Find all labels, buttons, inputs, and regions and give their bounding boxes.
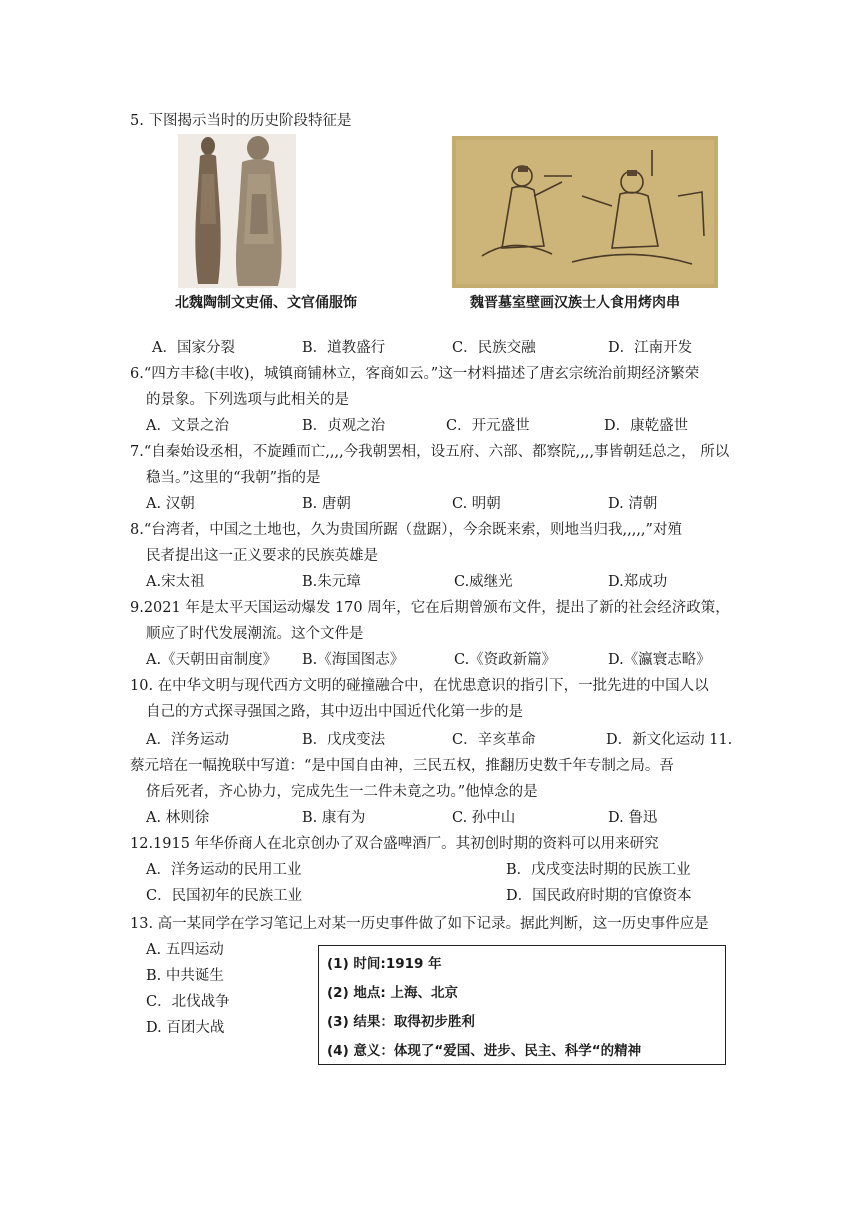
q10-stem-line1: 10. 在中华文明与现代西方文明的碰撞融合中，在忧患意识的指引下，一批先进的中国人以 — [130, 678, 709, 694]
tomb-mural-photo — [452, 136, 718, 288]
q12-stem: 12.1915 年华侨商人在北京创办了双合盛啤酒厂。其初创时期的资料可以用来研究 — [130, 836, 659, 852]
q7-stem-line2: 稳当。”这里的“我朝”指的是 — [146, 470, 321, 486]
q12-option-d[interactable]: D．国民政府时期的官僚资本 — [506, 888, 692, 904]
q5-option-b[interactable]: B．道教盛行 — [302, 340, 386, 356]
q7-option-a[interactable]: A. 汉朝 — [146, 496, 195, 512]
q6-stem-line1: 6.“四方丰稔(丰收)，城镇商铺林立，客商如云。”这一材料描述了唐玄宗统治前期经济繁荣 — [130, 366, 700, 382]
q5-stem: 5. 下图揭示当时的历史阶段特征是 — [130, 113, 352, 129]
q7-stem-line1: 7.“自秦始设丞相，不旋踵而亡,,,,今我朝罢相，设五府、六部、都察院,,,,事皆朝廷总之， 所以 — [130, 444, 730, 460]
q8-option-d[interactable]: D.郑成功 — [608, 574, 668, 590]
q8-stem-line2: 民者提出这一正义要求的民族英雄是 — [146, 548, 378, 564]
q9-option-c[interactable]: C.《资政新篇》 — [454, 652, 557, 668]
q5-option-d[interactable]: D．江南开发 — [608, 340, 693, 356]
q5-caption-right: 魏晋墓室壁画汉族士人食用烤肉串 — [470, 295, 680, 311]
q11-option-d[interactable]: D. 鲁迅 — [608, 810, 658, 826]
q11-option-b[interactable]: B. 康有为 — [302, 810, 366, 826]
q7-option-b[interactable]: B. 唐朝 — [302, 496, 351, 512]
q9-option-b[interactable]: B.《海国图志》 — [302, 652, 405, 668]
study-notes-box — [318, 945, 726, 1065]
q13-option-b[interactable]: B. 中共诞生 — [146, 968, 224, 984]
q5-option-c[interactable]: C．民族交融 — [452, 340, 536, 356]
note-result: (3) 结果：取得初步胜利 — [327, 1014, 475, 1030]
q6-stem-line2: 的景象。下列选项与此相关的是 — [146, 392, 349, 408]
q12-option-a[interactable]: A．洋务运动的民用工业 — [146, 862, 302, 878]
q6-option-b[interactable]: B．贞观之治 — [302, 418, 386, 434]
q9-option-d[interactable]: D.《瀛寰志略》 — [608, 652, 711, 668]
note-significance: (4) 意义：体现了“爱国、进步、民主、科学“的精神 — [327, 1043, 642, 1059]
q11-stem-line1: 蔡元培在一幅挽联中写道：“是中国自由神，三民五权，推翻历史数千年专制之局。吾 — [130, 758, 674, 774]
q13-option-d[interactable]: D. 百团大战 — [146, 1020, 225, 1036]
q8-option-a[interactable]: A.宋太祖 — [146, 574, 205, 590]
q5-caption-left: 北魏陶制文吏俑、文官俑服饰 — [175, 295, 357, 311]
q10-stem-line2: 自己的方式探寻强国之路，其中迈出中国近代化第一步的是 — [146, 704, 523, 720]
q9-stem-line1: 9.2021 年是太平天国运动爆发 170 周年，它在后期曾颁布文件，提出了新的社会经济政策， — [130, 600, 730, 616]
q13-stem: 13. 高一某同学在学习笔记上对某一历史事件做了如下记录。据此判断，这一历史事件应是 — [130, 916, 709, 932]
q9-stem-line2: 顺应了时代发展潮流。这个文件是 — [146, 626, 364, 642]
q11-stem-line2: 侪后死者，齐心协力，完成先生一二件未竟之功。”他悼念的是 — [146, 784, 538, 800]
note-place: (2) 地点: 上海、北京 — [327, 985, 459, 1001]
q8-option-c[interactable]: C.威继光 — [454, 574, 513, 590]
q13-option-a[interactable]: A. 五四运动 — [146, 942, 224, 958]
q10-option-b[interactable]: B．戊戌变法 — [302, 732, 386, 748]
q10-option-d[interactable]: D．新文化运动 11. — [606, 732, 733, 748]
q6-option-d[interactable]: D．康乾盛世 — [604, 418, 689, 434]
q12-option-b[interactable]: B．戊戌变法时期的民族工业 — [506, 862, 691, 878]
q10-option-c[interactable]: C．辛亥革命 — [452, 732, 536, 748]
q5-option-a[interactable]: A．国家分裂 — [152, 340, 235, 356]
q11-option-a[interactable]: A. 林则徐 — [146, 810, 210, 826]
q12-option-c[interactable]: C．民国初年的民族工业 — [146, 888, 303, 904]
q7-option-d[interactable]: D. 清朝 — [608, 496, 658, 512]
q11-option-c[interactable]: C. 孙中山 — [452, 810, 516, 826]
q8-option-b[interactable]: B.朱元璋 — [302, 574, 361, 590]
q10-option-a[interactable]: A．洋务运动 — [146, 732, 229, 748]
q7-option-c[interactable]: C. 明朝 — [452, 496, 501, 512]
q6-option-c[interactable]: C．开元盛世 — [446, 418, 530, 434]
note-time: (1) 时间:1919 年 — [327, 956, 442, 972]
q8-stem-line1: 8.“台湾者，中国之土地也，久为贵国所踞（盘踞），今余既来索，则地当归我,,,,,”对殖 — [130, 522, 682, 538]
pottery-figurines-photo — [178, 134, 296, 288]
q9-option-a[interactable]: A.《天朝田亩制度》 — [146, 652, 278, 668]
q6-option-a[interactable]: A．文景之治 — [146, 418, 229, 434]
q13-option-c[interactable]: C．北伐战争 — [146, 994, 230, 1010]
